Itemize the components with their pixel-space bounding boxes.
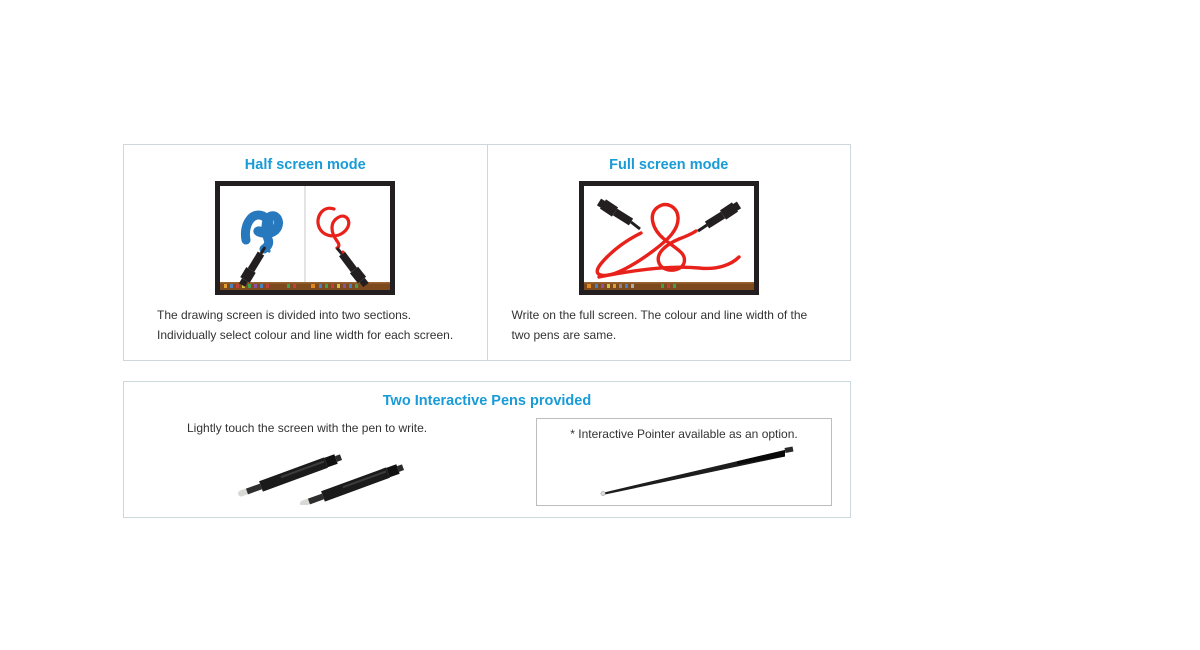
- full-screen-caption: [512, 305, 851, 345]
- stylus-pen-icon: [241, 457, 341, 493]
- pointer-option-note: * Interactive Pointer available as an option.: [570, 427, 798, 441]
- half-screen-mode-panel: [124, 145, 488, 360]
- interactive-pens-title: Two Interactive Pens provided: [382, 393, 592, 409]
- full-screen-mode-panel: [488, 145, 851, 360]
- full-screen-illustration-icon: [579, 181, 759, 295]
- interactive-pens-panel: [123, 381, 851, 518]
- pointer-option-box: [536, 418, 832, 506]
- caption-line: Individually select colour and line width for each screen.: [157, 328, 454, 342]
- caption-line: Write on the full screen. The colour and line width of the: [511, 308, 808, 322]
- half-screen-mode-title: Half screen mode: [244, 157, 366, 173]
- pens-caption: Lightly touch the screen with the pen to write.: [187, 421, 428, 435]
- caption-line: two pens are same.: [511, 328, 617, 342]
- screen-divider: [305, 186, 306, 282]
- half-screen-illustration-icon: [215, 181, 395, 295]
- pointer-illustration-icon: [537, 419, 831, 505]
- stylus-pen-icon: [303, 467, 403, 503]
- two-pens-illustration-icon: [236, 439, 411, 505]
- caption-line: The drawing screen is divided into two sections.: [157, 308, 412, 322]
- full-screen-mode-title: Full screen mode: [609, 157, 729, 173]
- screen-modes-panel-group: [123, 144, 851, 361]
- half-screen-caption: [157, 305, 487, 345]
